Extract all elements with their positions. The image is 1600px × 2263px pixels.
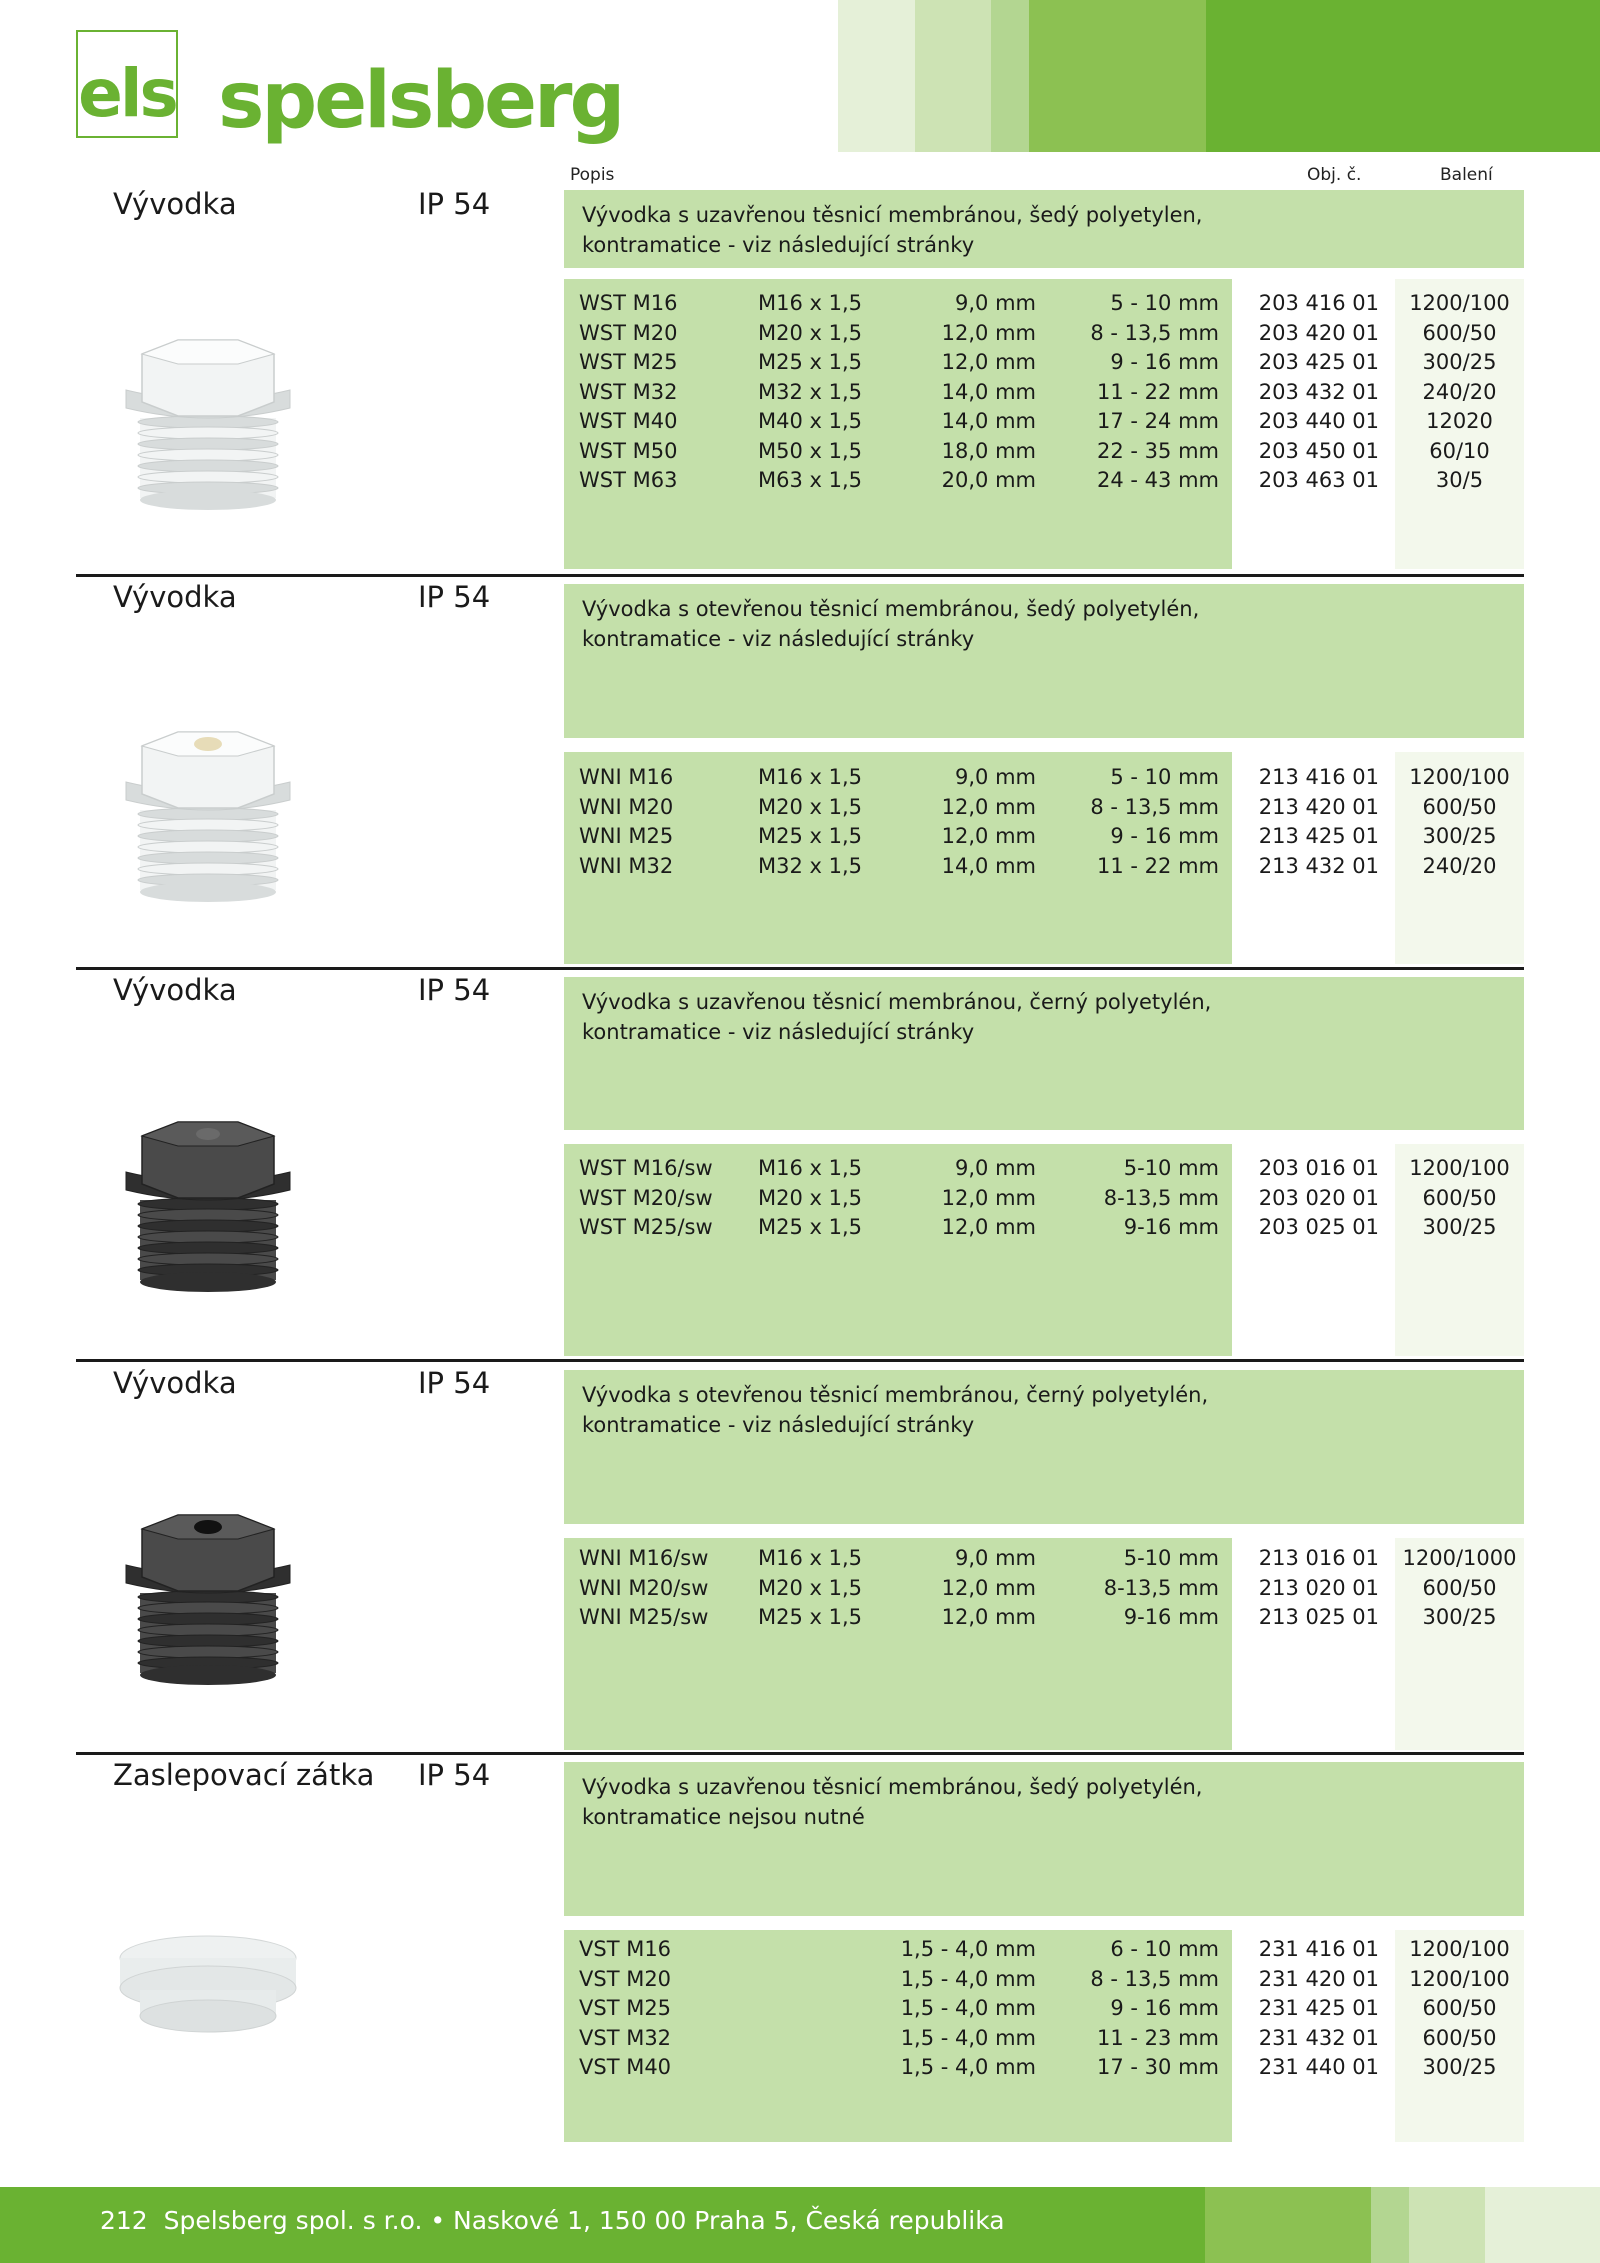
- section-title: Vývodka: [113, 580, 237, 614]
- cell-clamp-range: 17 - 24 mm: [1097, 409, 1219, 433]
- section-ip-rating: IP 54: [418, 1366, 491, 1400]
- cell-packaging: 600/50: [1422, 2025, 1497, 2050]
- cell-packaging: 1200/1000: [1402, 1546, 1517, 1570]
- cell-order-number: 203 440 01: [1258, 409, 1379, 433]
- cell-order-number: 231 440 01: [1258, 2055, 1379, 2079]
- cell-thread: M25 x 1,5: [758, 1605, 863, 1629]
- cell-type: VST M32: [579, 2025, 672, 2050]
- cell-clamp-range: 11 - 23 mm: [1097, 2025, 1219, 2050]
- cell-length: 9,0 mm: [955, 1546, 1036, 1570]
- description-line: Vývodka s uzavřenou těsnicí membránou, šedý polyetylen,: [582, 203, 1203, 227]
- header-stripe-5: [1206, 0, 1600, 152]
- cell-packaging: 240/20: [1422, 853, 1497, 878]
- table-row: [0, 1156, 1600, 1186]
- cell-type: WST M16: [579, 291, 678, 315]
- cell-packaging: 1200/100: [1409, 765, 1510, 789]
- table-row: [0, 1967, 1600, 1997]
- cell-packaging: 300/25: [1422, 350, 1497, 374]
- cell-length: 1,5 - 4,0 mm: [900, 1966, 1036, 1991]
- cell-clamp-range: 9 - 16 mm: [1110, 824, 1219, 848]
- cell-type: WNI M25: [579, 824, 674, 848]
- table-row: [0, 1937, 1600, 1967]
- cell-packaging: 600/50: [1422, 1575, 1497, 1600]
- cell-length: 12,0 mm: [941, 1605, 1036, 1629]
- cell-order-number: 203 463 01: [1258, 468, 1379, 492]
- cell-order-number: 213 416 01: [1258, 765, 1379, 789]
- cell-type: WST M63: [579, 468, 678, 492]
- cell-packaging: 1200/100: [1409, 291, 1510, 315]
- header-stripe-3: [991, 0, 1029, 152]
- cell-type: WNI M32: [579, 853, 674, 878]
- cell-type: VST M25: [579, 1996, 672, 2020]
- cell-thread: M32 x 1,5: [758, 379, 863, 404]
- cell-length: 12,0 mm: [941, 350, 1036, 374]
- column-header-popis: Popis: [570, 165, 615, 185]
- footer-stripe-3: [1409, 2187, 1485, 2263]
- cell-order-number: 203 016 01: [1258, 1156, 1379, 1180]
- cell-order-number: 213 432 01: [1258, 853, 1379, 878]
- section-title: Vývodka: [113, 187, 237, 221]
- cell-clamp-range: 9 - 16 mm: [1110, 350, 1219, 374]
- section-description: [564, 977, 1524, 1130]
- section-divider: [76, 574, 1524, 577]
- header-stripe-4: [1029, 0, 1206, 152]
- cell-type: WNI M25/sw: [579, 1605, 709, 1629]
- cell-order-number: 231 416 01: [1258, 1937, 1379, 1961]
- cell-order-number: 231 425 01: [1258, 1996, 1379, 2020]
- cell-length: 9,0 mm: [955, 765, 1036, 789]
- table-row: [0, 1186, 1600, 1216]
- cell-length: 9,0 mm: [955, 291, 1036, 315]
- footer-stripe-2: [1371, 2187, 1409, 2263]
- cell-packaging: 1200/100: [1409, 1966, 1510, 1991]
- header-stripe-1: [838, 0, 915, 152]
- description-line: Vývodka s uzavřenou těsnicí membránou, černý polyetylén,: [582, 990, 1212, 1014]
- cell-thread: M25 x 1,5: [758, 350, 863, 374]
- cell-order-number: 231 420 01: [1258, 1966, 1379, 1991]
- cell-length: 12,0 mm: [941, 1575, 1036, 1600]
- cell-length: 1,5 - 4,0 mm: [900, 1996, 1036, 2020]
- cell-length: 14,0 mm: [941, 379, 1036, 404]
- description-line: kontramatice - viz následující stránky: [582, 1020, 975, 1044]
- cell-packaging: 600/50: [1422, 1996, 1497, 2020]
- cell-thread: M16 x 1,5: [758, 1156, 863, 1180]
- section-title: Vývodka: [113, 1366, 237, 1400]
- cell-type: WST M25/sw: [579, 1215, 713, 1239]
- cell-order-number: 213 025 01: [1258, 1605, 1379, 1629]
- header-stripe-2: [915, 0, 991, 152]
- cell-type: VST M40: [579, 2055, 672, 2079]
- section-ip-rating: IP 54: [418, 580, 491, 614]
- section-description: [564, 1370, 1524, 1524]
- cell-clamp-range: 5-10 mm: [1123, 1546, 1219, 1570]
- cell-packaging: 600/50: [1422, 794, 1497, 819]
- cell-packaging: 1200/100: [1409, 1156, 1510, 1180]
- section-divider: [76, 1752, 1524, 1755]
- cell-order-number: 203 450 01: [1258, 438, 1379, 463]
- cell-thread: M40 x 1,5: [758, 409, 863, 433]
- cell-packaging: 1200/100: [1409, 1937, 1510, 1961]
- cell-thread: M25 x 1,5: [758, 824, 863, 848]
- cell-clamp-range: 5-10 mm: [1123, 1156, 1219, 1180]
- cell-type: WST M32: [579, 379, 678, 404]
- cell-clamp-range: 9 - 16 mm: [1110, 1996, 1219, 2020]
- cell-type: VST M20: [579, 1966, 672, 1991]
- table-row: [0, 350, 1600, 380]
- cell-order-number: 231 432 01: [1258, 2025, 1379, 2050]
- cell-length: 14,0 mm: [941, 409, 1036, 433]
- cell-length: 12,0 mm: [941, 824, 1036, 848]
- table-row: [0, 2055, 1600, 2085]
- cell-length: 12,0 mm: [941, 1185, 1036, 1210]
- cell-type: WST M25: [579, 350, 678, 374]
- cell-thread: M25 x 1,5: [758, 1215, 863, 1239]
- cell-type: WST M16/sw: [579, 1156, 713, 1180]
- section-description: [564, 1762, 1524, 1916]
- cell-packaging: 30/5: [1435, 468, 1484, 492]
- cell-packaging: 300/25: [1422, 1215, 1497, 1239]
- description-line: kontramatice - viz následující stránky: [582, 233, 975, 257]
- cell-thread: M32 x 1,5: [758, 853, 863, 878]
- section-ip-rating: IP 54: [418, 1758, 491, 1792]
- cell-packaging: 240/20: [1422, 379, 1497, 404]
- table-row: [0, 1546, 1600, 1576]
- cell-packaging: 300/25: [1422, 824, 1497, 848]
- cell-thread: M20 x 1,5: [758, 1185, 863, 1210]
- cell-clamp-range: 9-16 mm: [1123, 1215, 1219, 1239]
- cell-length: 1,5 - 4,0 mm: [900, 2025, 1036, 2050]
- cell-order-number: 203 432 01: [1258, 379, 1379, 404]
- column-header-obj: Obj. č.: [1307, 165, 1362, 185]
- footer-stripe-4: [1485, 2187, 1600, 2263]
- cell-packaging: 12020: [1426, 409, 1493, 433]
- table-row: [0, 1605, 1600, 1635]
- cell-length: 20,0 mm: [941, 468, 1036, 492]
- description-line: kontramatice nejsou nutné: [582, 1805, 865, 1829]
- description-line: kontramatice - viz následující stránky: [582, 1413, 975, 1437]
- cell-type: WST M20: [579, 320, 678, 345]
- cell-packaging: 600/50: [1422, 320, 1497, 345]
- cell-thread: M20 x 1,5: [758, 1575, 863, 1600]
- cell-packaging: 600/50: [1422, 1185, 1497, 1210]
- cell-order-number: 213 425 01: [1258, 824, 1379, 848]
- cell-packaging: 60/10: [1429, 438, 1490, 463]
- footer-stripe-1: [1205, 2187, 1371, 2263]
- cell-clamp-range: 8-13,5 mm: [1103, 1185, 1219, 1210]
- table-row: [0, 795, 1600, 825]
- cell-order-number: 203 420 01: [1258, 320, 1379, 345]
- cell-clamp-range: 8 - 13,5 mm: [1090, 794, 1219, 819]
- section-divider: [76, 967, 1524, 970]
- cell-order-number: 213 016 01: [1258, 1546, 1379, 1570]
- cell-clamp-range: 11 - 22 mm: [1097, 379, 1219, 404]
- cell-length: 12,0 mm: [941, 794, 1036, 819]
- table-row: [0, 2026, 1600, 2056]
- table-row: [0, 765, 1600, 795]
- section-title: Zaslepovací zátka: [113, 1758, 375, 1792]
- cell-clamp-range: 11 - 22 mm: [1097, 853, 1219, 878]
- footer-text: [100, 2206, 1005, 2235]
- description-line: kontramatice - viz následující stránky: [582, 627, 975, 651]
- cell-thread: M63 x 1,5: [758, 468, 863, 492]
- cell-length: 9,0 mm: [955, 1156, 1036, 1180]
- cell-length: 1,5 - 4,0 mm: [900, 2055, 1036, 2079]
- cell-thread: M16 x 1,5: [758, 765, 863, 789]
- table-row: [0, 439, 1600, 469]
- cell-clamp-range: 8-13,5 mm: [1103, 1575, 1219, 1600]
- cell-order-number: 203 416 01: [1258, 291, 1379, 315]
- cell-thread: M50 x 1,5: [758, 438, 863, 463]
- footer-address: Spelsberg spol. s r.o. • Naskové 1, 150 00 Praha 5, Česká republika: [163, 2206, 1005, 2235]
- table-row: [0, 291, 1600, 321]
- table-row: [0, 468, 1600, 498]
- cell-type: WNI M20: [579, 794, 674, 819]
- table-row: [0, 1215, 1600, 1245]
- table-row: [0, 854, 1600, 884]
- cell-length: 12,0 mm: [941, 320, 1036, 345]
- cell-clamp-range: 8 - 13,5 mm: [1090, 320, 1219, 345]
- cell-clamp-range: 22 - 35 mm: [1097, 438, 1219, 463]
- cell-order-number: 203 025 01: [1258, 1215, 1379, 1239]
- cell-type: WNI M16: [579, 765, 674, 789]
- section-divider: [76, 1359, 1524, 1362]
- cell-thread: M20 x 1,5: [758, 320, 863, 345]
- cell-type: WST M50: [579, 438, 678, 463]
- table-row: [0, 321, 1600, 351]
- cell-length: 14,0 mm: [941, 853, 1036, 878]
- table-row: [0, 1576, 1600, 1606]
- cell-type: WNI M16/sw: [579, 1546, 709, 1570]
- column-header-baleni: Balení: [1440, 165, 1493, 185]
- cell-clamp-range: 9-16 mm: [1123, 1605, 1219, 1629]
- cell-length: 12,0 mm: [941, 1215, 1036, 1239]
- cell-type: VST M16: [579, 1937, 672, 1961]
- description-line: Vývodka s otevřenou těsnicí membránou, šedý polyetylén,: [582, 597, 1200, 621]
- logo-els-mark: els: [76, 30, 178, 138]
- cell-order-number: 213 420 01: [1258, 794, 1379, 819]
- cell-type: WNI M20/sw: [579, 1575, 709, 1600]
- cell-packaging: 300/25: [1422, 1605, 1497, 1629]
- table-row: [0, 409, 1600, 439]
- section-ip-rating: IP 54: [418, 973, 491, 1007]
- table-row: [0, 1996, 1600, 2026]
- cell-order-number: 213 020 01: [1258, 1575, 1379, 1600]
- table-row: [0, 380, 1600, 410]
- cell-thread: M16 x 1,5: [758, 291, 863, 315]
- cell-length: 1,5 - 4,0 mm: [900, 1937, 1036, 1961]
- cell-clamp-range: 8 - 13,5 mm: [1090, 1966, 1219, 1991]
- cell-length: 18,0 mm: [941, 438, 1036, 463]
- section-ip-rating: IP 54: [418, 187, 491, 221]
- table-row: [0, 824, 1600, 854]
- description-line: Vývodka s otevřenou těsnicí membránou, černý polyetylén,: [582, 1383, 1209, 1407]
- section-title: Vývodka: [113, 973, 237, 1007]
- cell-type: WST M40: [579, 409, 678, 433]
- logo-spelsberg: spelsberg: [218, 56, 623, 146]
- section-description: [564, 584, 1524, 738]
- cell-clamp-range: 17 - 30 mm: [1097, 2055, 1219, 2079]
- cell-order-number: 203 020 01: [1258, 1185, 1379, 1210]
- section-description: [564, 190, 1524, 268]
- cell-order-number: 203 425 01: [1258, 350, 1379, 374]
- cell-clamp-range: 6 - 10 mm: [1110, 1937, 1219, 1961]
- cell-type: WST M20/sw: [579, 1185, 713, 1210]
- cell-clamp-range: 5 - 10 mm: [1110, 291, 1219, 315]
- cell-thread: M20 x 1,5: [758, 794, 863, 819]
- cell-packaging: 300/25: [1422, 2055, 1497, 2079]
- cell-clamp-range: 24 - 43 mm: [1097, 468, 1219, 492]
- description-line: Vývodka s uzavřenou těsnicí membránou, šedý polyetylén,: [582, 1775, 1203, 1799]
- page-number: 212: [100, 2206, 148, 2235]
- cell-thread: M16 x 1,5: [758, 1546, 863, 1570]
- cell-clamp-range: 5 - 10 mm: [1110, 765, 1219, 789]
